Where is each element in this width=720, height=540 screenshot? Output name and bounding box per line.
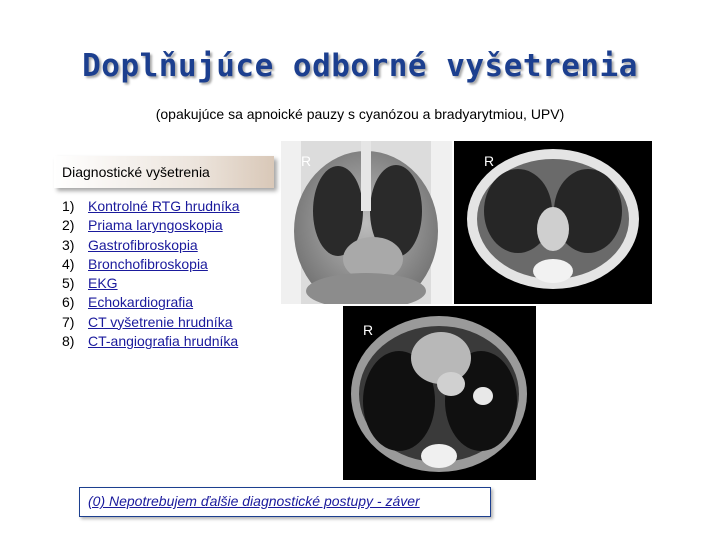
ct-axial-mediastinum-image (343, 306, 536, 480)
list-item[interactable] (62, 197, 240, 216)
diagnostics-list (62, 197, 240, 351)
orientation-marker: R (363, 322, 374, 338)
diagnostics-heading-box (54, 156, 274, 188)
list-item[interactable] (62, 293, 240, 312)
item-number: 1) (62, 198, 75, 214)
item-number: 7) (62, 313, 75, 330)
list-item[interactable] (62, 216, 240, 235)
list-item[interactable] (62, 255, 240, 274)
item-number: 5) (62, 275, 75, 292)
item-number: 2) (62, 217, 75, 234)
list-item[interactable] (62, 313, 240, 332)
list-item[interactable] (62, 274, 240, 293)
orientation-marker: R (301, 153, 312, 169)
link-gastrofibroskopia[interactable]: Gastrofibroskopia (88, 236, 198, 253)
page-title: Doplňujúce odborné vyšetrenia (82, 48, 638, 84)
link-echokardiografia[interactable]: Echokardiografia (88, 294, 194, 311)
link-ct-angiografia[interactable]: CT-angiografia hrudníka (88, 333, 239, 350)
item-number: 3) (62, 236, 75, 253)
conclusion-button[interactable] (79, 487, 491, 517)
item-number: 8) (62, 333, 75, 350)
link-priama-laryngoskopia[interactable]: Priama laryngoskopia (88, 217, 223, 234)
diagnostics-heading: Diagnostické vyšetrenia (62, 164, 210, 180)
orientation-marker: R (484, 153, 495, 169)
ct-axial-lung-image (454, 141, 652, 304)
link-bronchofibroskopia[interactable]: Bronchofibroskopia (88, 255, 208, 272)
link-kontrolne-rtg[interactable]: Kontrolné RTG hrudníka (88, 198, 240, 214)
item-number: 4) (62, 255, 75, 272)
page-subtitle: (opakujúce sa apnoické pauzy s cyanózou a bradyarytmiou, UPV) (155, 106, 565, 122)
item-number: 6) (62, 294, 75, 311)
link-ekg[interactable]: EKG (88, 275, 118, 292)
list-item[interactable] (62, 332, 240, 351)
list-item[interactable] (62, 236, 240, 255)
conclusion-link[interactable]: (0) Nepotrebujem ďalšie diagnostické postupy - záver (88, 493, 420, 509)
ct-coronal-image (281, 141, 452, 304)
link-ct-vysetrenie[interactable]: CT vyšetrenie hrudníka (88, 313, 233, 330)
